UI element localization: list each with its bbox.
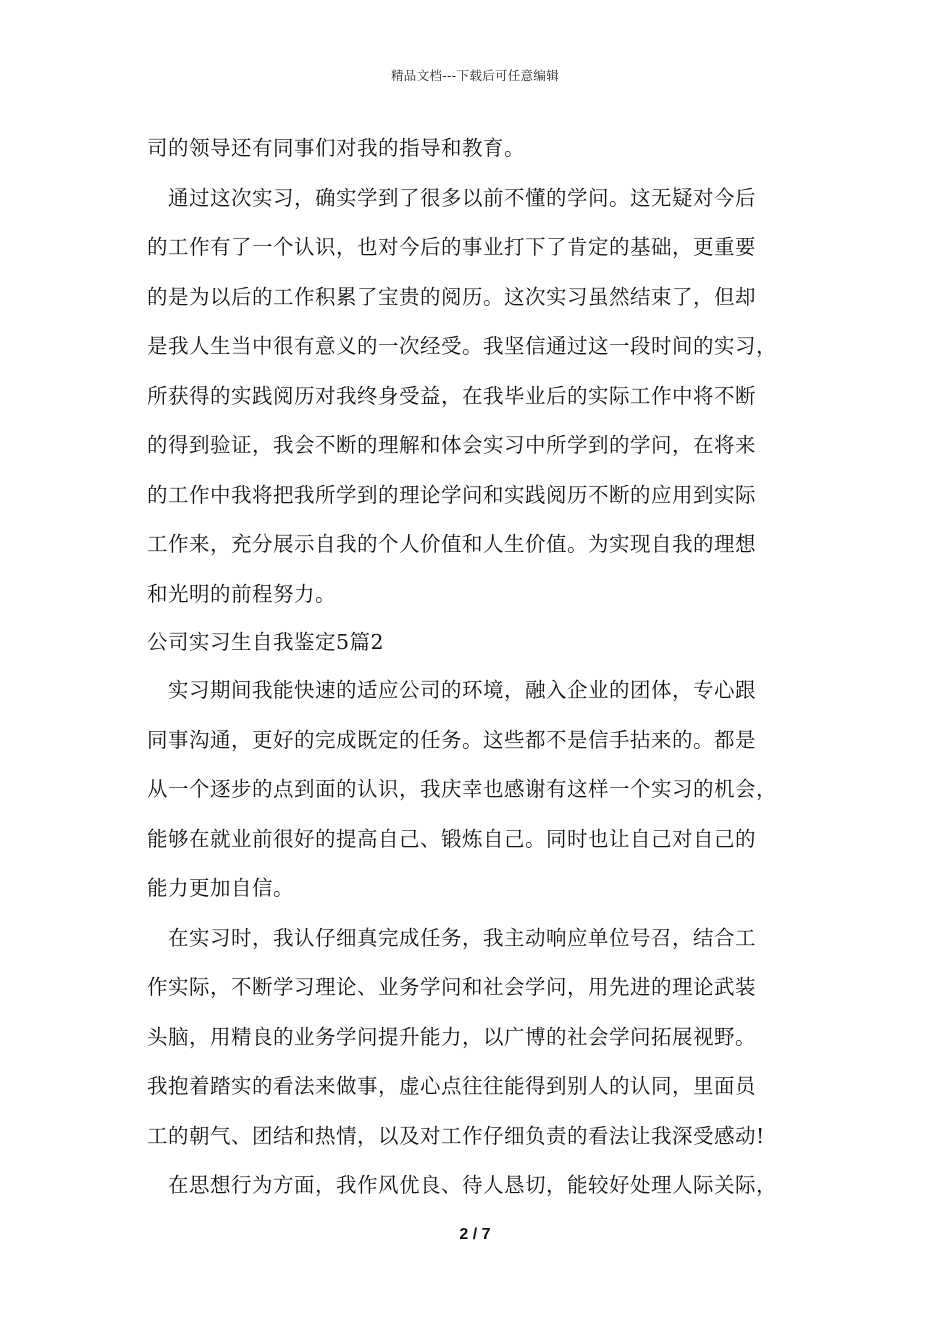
paragraph-line: 在思想行为方面，我作风优良、待人恳切，能较好处理人际关际， <box>168 1173 777 1197</box>
paragraph-line: 工作来，充分展示自我的个人价值和人生价值。为实现自我的理想 <box>147 532 756 556</box>
page-number: 2 / 7 <box>459 1226 491 1243</box>
paragraph-line: 司的领导还有同事们对我的指导和教育。 <box>147 136 525 160</box>
paragraph-line: 是我人生当中很有意义的一次经受。我坚信通过这一段时间的实习， <box>147 334 777 358</box>
paragraph-line: 的工作有了一个认识，也对今后的事业打下了肯定的基础，更重要 <box>147 235 756 259</box>
paragraph-line: 同事沟通，更好的完成既定的任务。这些都不是信手拈来的。都是 <box>147 727 756 752</box>
paragraph-line: 实习期间我能快速的适应公司的环境，融入企业的团体，专心跟 <box>168 678 756 702</box>
paragraph-line: 的得到验证，我会不断的理解和体会实习中所学到的学问，在将来 <box>147 433 756 457</box>
page-header: 精品文档---下载后可任意编辑 <box>390 68 560 83</box>
paragraph-line: 我抱着踏实的看法来做事，虚心点往往能得到别人的认同，里面员 <box>147 1074 756 1098</box>
paragraph-line: 通过这次实习，确实学到了很多以前不懂的学问。这无疑对今后 <box>168 185 756 210</box>
section-heading: 公司实习生自我鉴定5篇2 <box>147 630 385 654</box>
paragraph-line: 在实习时，我认仔细真完成任务，我主动响应单位号召，结合工 <box>168 925 756 950</box>
paragraph-line: 工的朝气、团结和热情，以及对工作仔细负责的看法让我深受感动! <box>147 1123 765 1148</box>
paragraph-line: 从一个逐步的点到面的认识，我庆幸也感谢有这样一个实习的机会， <box>147 777 777 801</box>
paragraph-line: 作实际，不断学习理论、业务学问和社会学问，用先进的理论武装 <box>147 975 756 999</box>
paragraph-line: 的工作中我将把我所学到的理论学问和实践阅历不断的应用到实际 <box>147 482 756 507</box>
paragraph-line: 头脑，用精良的业务学问提升能力，以广博的社会学问拓展视野。 <box>147 1024 756 1049</box>
document-body <box>147 124 817 1211</box>
paragraph-line: 和光明的前程努力。 <box>147 581 336 606</box>
paragraph-line: 能力更加自信。 <box>147 876 294 900</box>
paragraph-line: 所获得的实践阅历对我终身受益，在我毕业后的实际工作中将不断 <box>147 383 756 408</box>
paragraph-line: 能够在就业前很好的提高自己、锻炼自己。同时也让自己对自己的 <box>147 826 756 851</box>
paragraph-line: 的是为以后的工作积累了宝贵的阅历。这次实习虽然结束了，但却 <box>147 284 756 309</box>
